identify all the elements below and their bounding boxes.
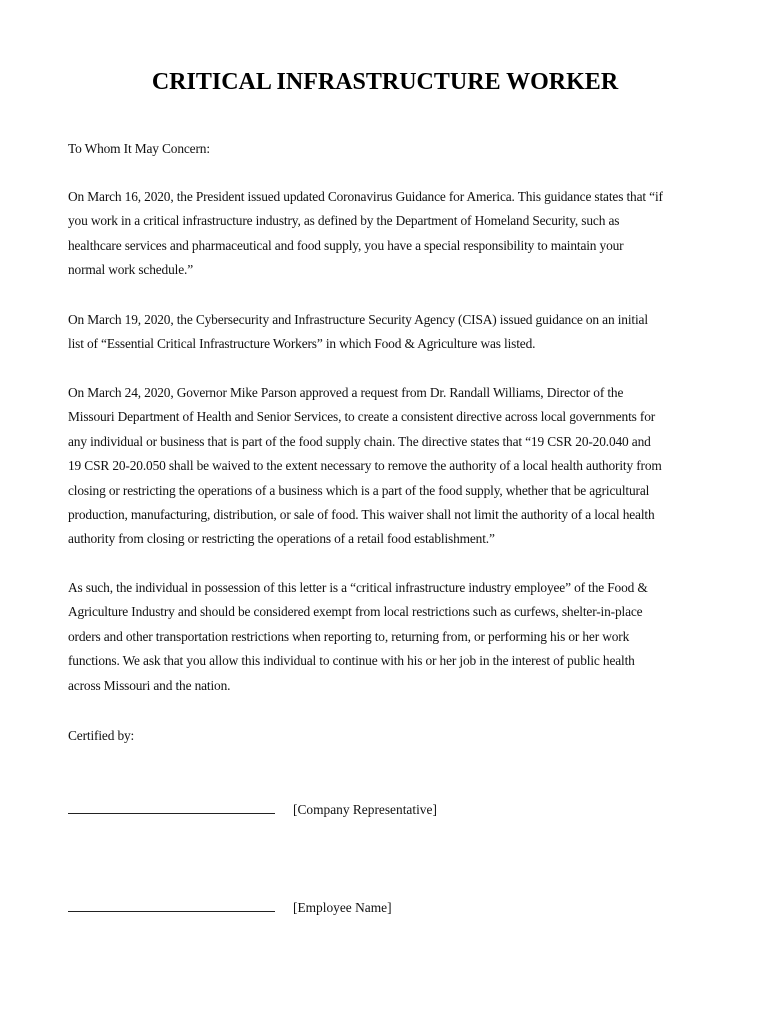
certified-by-label: Certified by: — [68, 728, 135, 743]
employee-name-label: [Employee Name] — [293, 900, 392, 915]
paragraph-line: orders and other transportation restrictions when reporting to, returning from, or performing his or her work — [68, 628, 630, 644]
company-representative-label: [Company Representative] — [293, 802, 437, 817]
paragraph-line: On March 16, 2020, the President issued updated Coronavirus Guidance for America. This guidance states that “if — [68, 189, 663, 204]
paragraph-line: On March 24, 2020, Governor Mike Parson approved a request from Dr. Randall Williams, Director of the — [68, 385, 624, 400]
paragraph-line: authority from closing or restricting the operations of a retail food establishment.” — [68, 531, 495, 547]
paragraph-line: Missouri Department of Health and Senior Services, to create a consistent directive across local governments for — [68, 409, 656, 425]
paragraph-line: 19 CSR 20-20.050 shall be waived to the extent necessary to remove the authority of a local health authority from — [68, 458, 662, 474]
paragraph-2 — [68, 308, 708, 357]
salutation-text: To Whom It May Concern: — [68, 141, 210, 156]
paragraph-line: normal work schedule.” — [68, 262, 193, 278]
signature-blank[interactable] — [68, 901, 275, 912]
paragraph-line: list of “Essential Critical Infrastructure Workers” in which Food & Agriculture was listed. — [68, 336, 536, 352]
document-title: CRITICAL INFRASTRUCTURE WORKER — [151, 69, 619, 95]
paragraph-1 — [68, 185, 708, 283]
paragraph-line: healthcare services and pharmaceutical and food supply, you have a special responsibility to maintain your — [68, 237, 624, 253]
paragraph-line: any individual or business that is part of the food supply chain. The directive states that “19 CSR 20-20.040 and — [68, 433, 651, 449]
paragraph-line: production, manufacturing, distribution, or sale of food. This waiver shall not limit the authority of a local health — [68, 507, 655, 523]
paragraph-line: you work in a critical infrastructure industry, as defined by the Department of Homeland Security, such as — [68, 213, 620, 229]
paragraph-line: across Missouri and the nation. — [68, 677, 231, 693]
paragraph-line: functions. We ask that you allow this individual to continue with his or her job in the interest of public health — [68, 653, 635, 669]
salutation — [68, 137, 708, 161]
certified-by — [68, 724, 708, 748]
paragraph-line: As such, the individual in possession of this letter is a “critical infrastructure industry employee” of the Food & — [68, 580, 648, 595]
paragraph-4 — [68, 576, 708, 698]
paragraph-line: closing or restricting the operations of a business which is a part of the food supply, whether that be agricultural — [68, 482, 650, 498]
paragraph-line: Agriculture Industry and should be considered exempt from local restrictions such as curfews, shelter-in-place — [68, 604, 643, 620]
employee-signature-line — [68, 900, 392, 916]
company-signature-line — [68, 802, 437, 818]
paragraph-line: On March 19, 2020, the Cybersecurity and Infrastructure Security Agency (CISA) issued guidance on an initial — [68, 312, 648, 327]
paragraph-3 — [68, 381, 708, 552]
signature-blank[interactable] — [68, 803, 275, 814]
